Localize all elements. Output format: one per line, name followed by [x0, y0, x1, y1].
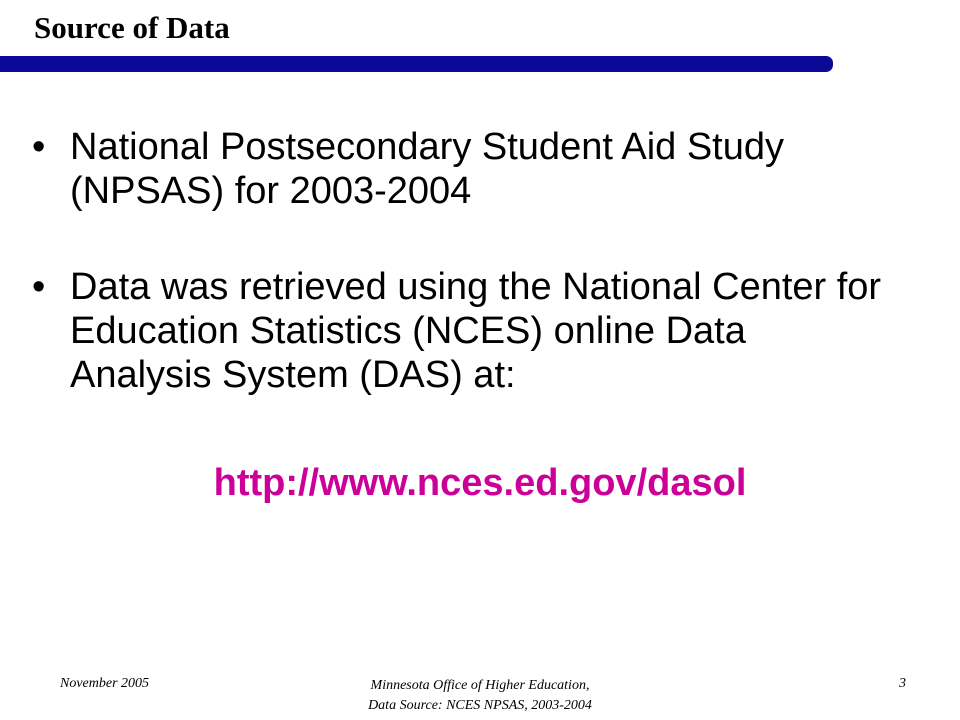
title-underline-bar: [0, 56, 833, 72]
bullet-dot: •: [32, 266, 46, 308]
bullet-item-retrieval: [32, 265, 892, 397]
page-number: 3: [899, 676, 906, 691]
footer-source: [280, 676, 680, 716]
das-url-link[interactable]: http://www.nces.ed.gov/dasol: [213, 462, 747, 504]
footer-date: November 2005: [60, 676, 150, 691]
footer-source-line-1: Minnesota Office of Higher Education,: [370, 678, 590, 693]
bullet-dot: •: [32, 126, 46, 168]
bullet-item-npsas: [32, 125, 892, 213]
bullet-text: Data was retrieved using the National Center for Education Statistics (NCES) online Data Analysis System (DAS) at:: [70, 266, 882, 396]
slide-title: Source of Data: [34, 10, 230, 45]
bullet-text: National Postsecondary Student Aid Study (NPSAS) for 2003-2004: [70, 126, 785, 212]
footer-source-line-2: Data Source: NCES NPSAS, 2003-2004: [368, 698, 592, 713]
